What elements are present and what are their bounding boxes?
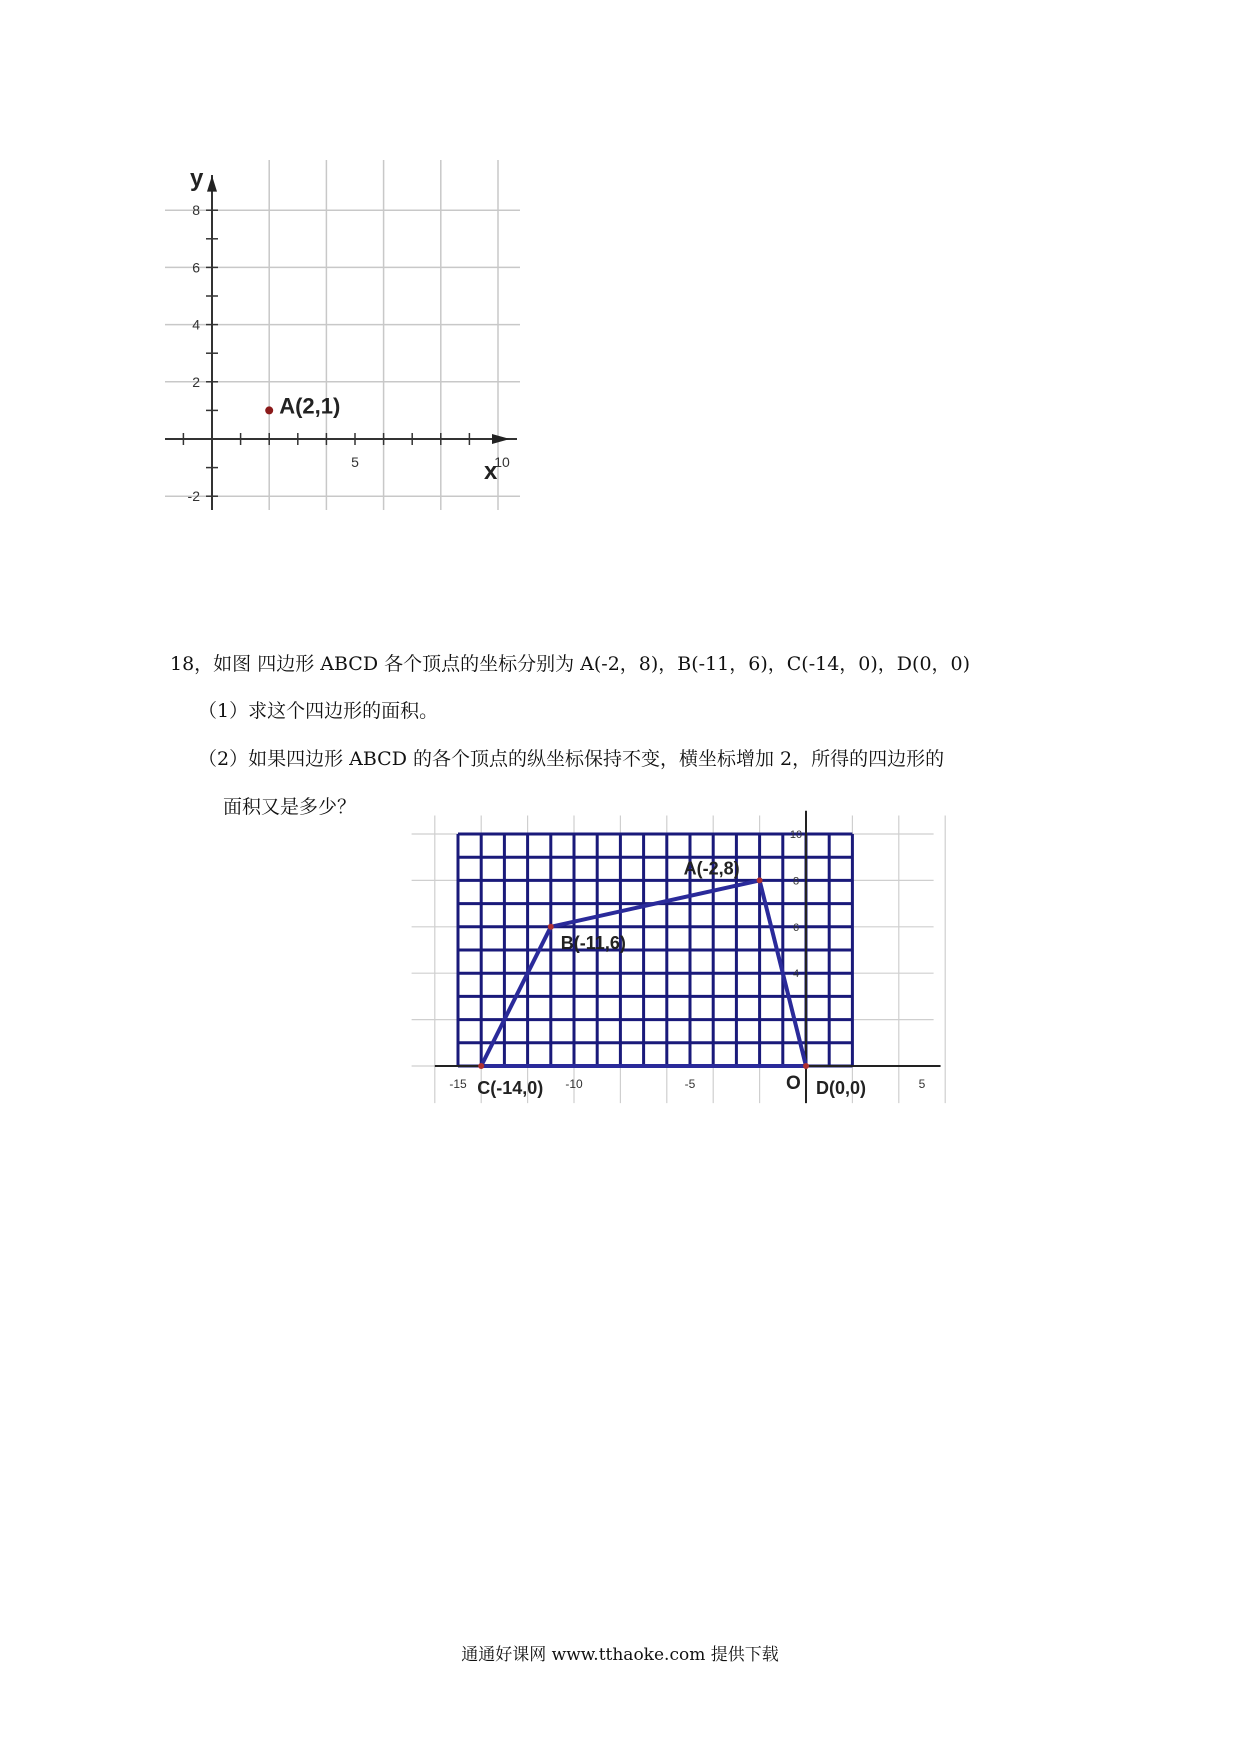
figure1-axes [165, 175, 517, 510]
figure2-dark-grid [458, 834, 852, 1066]
figure1-x-arrow [492, 434, 510, 444]
figure2-x-tick-label: 5 [918, 1077, 926, 1091]
figure2-y-tick-label: 4 [792, 968, 800, 981]
figure1-point-a-label: A(2,1) [279, 393, 341, 419]
figure1-labels [188, 165, 510, 504]
figure1-y-tick-label: -2 [187, 488, 200, 505]
question-2: （2）如果四边形 ABCD 的各个顶点的纵坐标保持不变，横坐标增加 2，所得的四边形的 [198, 748, 945, 770]
question-1: （1）求这个四边形的面积。 [198, 700, 439, 722]
figure2-x-tick-label: -5 [684, 1077, 696, 1091]
figure1-x-tick-label: 5 [351, 454, 359, 470]
figure1-y-tick-label: 8 [192, 202, 200, 219]
figure2-y-tick-label: 8 [792, 875, 800, 888]
figure2-labels [449, 829, 925, 1098]
figure1-y-tick-label: 6 [192, 259, 200, 276]
origin-label: O [786, 1073, 801, 1094]
figure1-point-a [265, 406, 273, 414]
problem-statement: 18，如图 四边形 ABCD 各个顶点的坐标分别为 A(-2，8)，B(-11，6)，C(-14，0)，D(0，0) [170, 653, 971, 675]
figure1-y-axis-label: y [190, 165, 204, 192]
figure2-x-tick-label: -10 [565, 1077, 583, 1091]
figure2-axes [435, 811, 941, 1103]
figure2-y-tick-label: 6 [792, 921, 800, 934]
question-2-continued: 面积又是多少？ [223, 796, 357, 818]
figure1-y-arrow [207, 176, 217, 192]
figure1-x-axis-label: x [484, 458, 498, 485]
vertex-label: B(-11,6) [560, 932, 626, 953]
figure1-coordinate-plane [165, 160, 595, 570]
vertex-point [803, 1063, 809, 1069]
vertex-point [757, 877, 763, 883]
footer-credit: 通通好课网 www.tthaoke.com 提供下载 [461, 1645, 779, 1665]
vertex-label: C(-14,0) [477, 1078, 544, 1098]
figure1-grid [165, 160, 520, 510]
figure2-quadrilateral [449, 780, 1060, 1120]
vertex-point [548, 924, 554, 930]
figure1-x-tick-label: 10 [494, 454, 510, 470]
figure1-y-tick-label: 2 [192, 373, 200, 390]
vertex-label: A(-2,8) [683, 858, 740, 879]
figure1-y-tick-label: 4 [192, 316, 200, 333]
figure2-x-tick-label: -15 [449, 1077, 467, 1091]
vertex-label: D(0,0) [816, 1078, 867, 1098]
figure2-y-tick-label: 10 [789, 829, 803, 841]
vertex-point [478, 1063, 484, 1069]
